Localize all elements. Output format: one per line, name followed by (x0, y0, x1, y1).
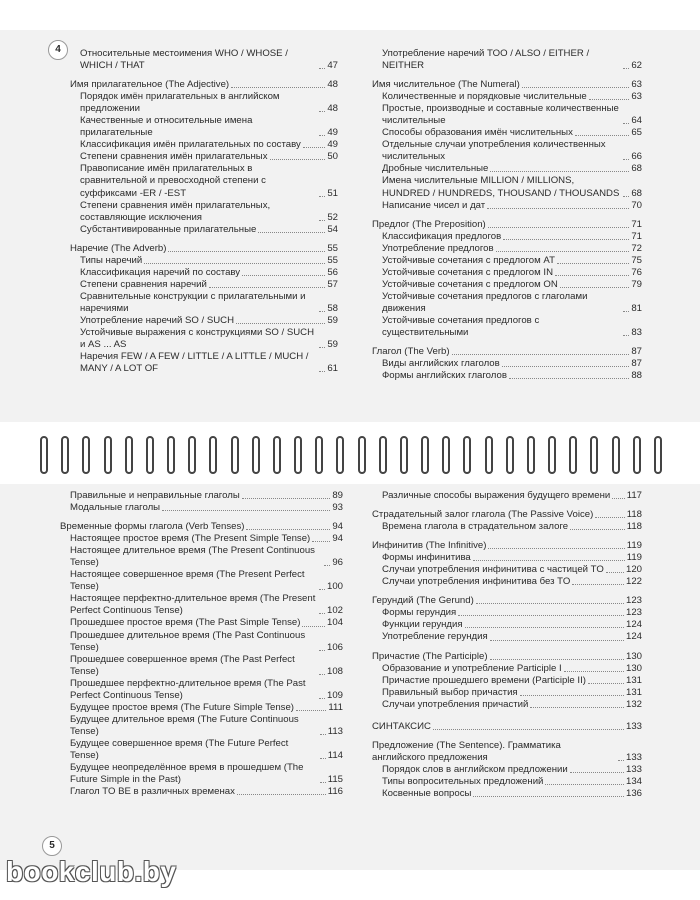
toc-entry[interactable]: Прошедшее перфектно-длительное время (The Past Perfect Continuous Tense) 109 (70, 677, 343, 701)
spiral-loop (633, 436, 641, 474)
toc-entry[interactable]: Формы герундия 123 (382, 607, 642, 619)
toc-column-top-right (372, 48, 642, 382)
spiral-loop (612, 436, 620, 474)
toc-entry[interactable]: Устойчивые сочетания предлогов с глаголами движения 81 (382, 290, 642, 314)
toc-section-heading[interactable]: Герундий (The Gerund) 123 (372, 595, 642, 607)
spiral-loop (463, 436, 471, 474)
toc-entry[interactable]: Случаи употребления инфинитива без TO 122 (382, 576, 642, 588)
spiral-loop (527, 436, 535, 474)
toc-entry[interactable]: Настоящее совершенное время (The Present Perfect Tense) 100 (70, 569, 343, 593)
toc-entry[interactable]: Формы английских глаголов 88 (382, 370, 642, 382)
spiral-loop (82, 436, 90, 474)
toc-entry[interactable]: Виды английских глаголов 87 (382, 358, 642, 370)
toc-section-heading[interactable]: Предложение (The Sentence). Грамматика английского предложения 133 (372, 739, 642, 763)
spiral-loop (485, 436, 493, 474)
toc-entry[interactable]: Степени сравнения имён прилагательных, составляющие исключения 52 (80, 199, 338, 223)
toc-entry[interactable]: Правильные и неправильные глаголы 89 (70, 490, 343, 501)
spiral-loop (315, 436, 323, 474)
spiral-loop (379, 436, 387, 474)
toc-section-heading[interactable]: Страдательный залог глагола (The Passive Voice) 118 (372, 509, 642, 521)
toc-entry[interactable]: Классификация наречий по составу 56 (80, 266, 338, 278)
toc-entry[interactable]: Качественные и относительные имена прилагательные 49 (80, 115, 338, 139)
toc-entry[interactable]: Косвенные вопросы 136 (382, 787, 642, 799)
toc-entry[interactable]: Правописание имён прилагательных в сравнительной и превосходной степени с суффиксами -ER / -EST 51 (80, 163, 338, 199)
spiral-loop (506, 436, 514, 474)
toc-entry[interactable]: Правильный выбор причастия 131 (382, 686, 642, 698)
toc-entry[interactable]: Способы образования имён числительных 65 (382, 127, 642, 139)
toc-entry[interactable]: Настоящее перфектно-длительное время (The Present Perfect Continuous Tense) 102 (70, 593, 343, 617)
toc-part-heading[interactable]: СИНТАКСИС 133 (372, 720, 642, 732)
toc-section-heading[interactable]: Предлог (The Preposition) 71 (372, 218, 642, 230)
toc-entry[interactable]: Устойчивые выражения с конструкциями SO / SUCH и AS ... AS 59 (80, 327, 338, 351)
spiral-loop (61, 436, 69, 474)
toc-entry[interactable]: Субстантивированные прилагательные 54 (80, 223, 338, 235)
toc-section-heading[interactable]: Глагол (The Verb) 87 (372, 346, 642, 358)
toc-entry[interactable]: Употребление наречий TOO / ALSO / EITHER / NEITHER 62 (382, 48, 642, 72)
toc-entry[interactable]: Прошедшее простое время (The Past Simple Tense) 104 (70, 617, 343, 629)
spiral-loop (400, 436, 408, 474)
spiral-loop (167, 436, 175, 474)
toc-entry[interactable]: Дробные числительные 68 (382, 163, 642, 175)
spiral-loop (146, 436, 154, 474)
toc-column-bottom-left (60, 490, 343, 798)
toc-entry[interactable]: Порядок имён прилагательных в английском предложении 48 (80, 91, 338, 115)
toc-entry[interactable]: Настоящее простое время (The Present Simple Tense) 94 (70, 533, 343, 545)
page-number-bottom: 5 (42, 836, 62, 856)
spiral-loop (654, 436, 662, 474)
spiral-binding (40, 436, 662, 480)
toc-entry[interactable]: Будущее совершенное время (The Future Perfect Tense) 114 (70, 737, 343, 761)
toc-entry[interactable]: Сравнительные конструкции с прилагательными и наречиями 58 (80, 290, 338, 314)
toc-entry[interactable]: Написание чисел и дат 70 (382, 199, 642, 211)
spiral-loop (125, 436, 133, 474)
toc-column-top-left (70, 48, 338, 375)
toc-entry[interactable]: Простые, производные и составные количественные числительные 64 (382, 103, 642, 127)
toc-entry[interactable]: Будущее длительное время (The Future Continuous Tense) 113 (70, 713, 343, 737)
spiral-loop (273, 436, 281, 474)
toc-column-bottom-right (372, 490, 642, 800)
toc-entry[interactable]: Функции герундия 124 (382, 619, 642, 631)
spiral-loop (336, 436, 344, 474)
toc-entry[interactable]: Устойчивые сочетания с предлогом ON 79 (382, 278, 642, 290)
toc-entry[interactable]: Употребление герундия 124 (382, 631, 642, 643)
toc-entry[interactable]: Наречия FEW / A FEW / LITTLE / A LITTLE / MUCH / MANY / A LOT OF 61 (80, 351, 338, 375)
spiral-loop (442, 436, 450, 474)
spiral-loop (209, 436, 217, 474)
toc-entry[interactable]: Типы вопросительных предложений 134 (382, 775, 642, 787)
toc-entry[interactable]: Причастие прошедшего времени (Participle II) 131 (382, 674, 642, 686)
spiral-loop (548, 436, 556, 474)
toc-entry[interactable]: Глагол TO BE в различных временах 116 (70, 786, 343, 798)
toc-entry[interactable]: Случаи употребления инфинитива с частицей TO 120 (382, 564, 642, 576)
toc-section-heading[interactable]: Наречие (The Adverb) 55 (70, 242, 338, 254)
toc-entry[interactable]: Будущее неопределённое время в прошедшем (The Future Simple in the Past) 115 (70, 762, 343, 786)
spiral-loop (231, 436, 239, 474)
toc-entry[interactable]: Количественные и порядковые числительные 63 (382, 91, 642, 103)
spiral-loop (188, 436, 196, 474)
toc-entry[interactable]: Времена глагола в страдательном залоге 118 (382, 521, 642, 533)
toc-entry[interactable]: Типы наречий 55 (80, 254, 338, 266)
toc-entry[interactable]: Употребление наречий SO / SUCH 59 (80, 314, 338, 326)
toc-entry[interactable]: Настоящее длительное время (The Present Continuous Tense) 96 (70, 545, 343, 569)
toc-entry[interactable]: Устойчивые сочетания с предлогом AT 75 (382, 254, 642, 266)
toc-entry[interactable]: Относительные местоимения WHO / WHOSE / WHICH / THAT 47 (80, 48, 338, 72)
spiral-loop (358, 436, 366, 474)
spiral-loop (294, 436, 302, 474)
toc-entry[interactable]: Порядок слов в английском предложении 133 (382, 763, 642, 775)
toc-entry[interactable]: Устойчивые сочетания с предлогом IN 76 (382, 266, 642, 278)
spiral-loop (252, 436, 260, 474)
toc-section-heading[interactable]: Инфинитив (The Infinitive) 119 (372, 540, 642, 552)
toc-entry[interactable]: Формы инфинитива 119 (382, 552, 642, 564)
toc-entry[interactable]: Прошедшее совершенное время (The Past Perfect Tense) 108 (70, 653, 343, 677)
toc-section-heading[interactable]: Причастие (The Participle) 130 (372, 650, 642, 662)
toc-entry[interactable]: Случаи употребления причастий 132 (382, 698, 642, 710)
toc-section-heading[interactable]: Имя числительное (The Numeral) 63 (372, 79, 642, 91)
toc-entry[interactable]: Будущее простое время (The Future Simple Tense) 111 (70, 701, 343, 713)
toc-entry[interactable]: Отдельные случаи употребления количественных числительных 66 (382, 139, 642, 163)
toc-section-heading[interactable]: Временные формы глагола (Verb Tenses) 94 (60, 521, 343, 533)
watermark-text: bookclub.by (6, 856, 177, 887)
toc-entry[interactable]: Имена числительные MILLION / MILLIONS, HUNDRED / HUNDREDS, THOUSAND / THOUSANDS 68 (382, 175, 642, 199)
toc-entry[interactable]: Классификация предлогов 71 (382, 230, 642, 242)
spiral-loop (590, 436, 598, 474)
spiral-loop (569, 436, 577, 474)
toc-section-heading[interactable]: Имя прилагательное (The Adjective) 48 (70, 79, 338, 91)
toc-entry[interactable]: Различные способы выражения будущего времени 117 (382, 490, 642, 501)
spiral-loop (104, 436, 112, 474)
toc-entry[interactable]: Употребление предлогов 72 (382, 242, 642, 254)
page-number-top: 4 (48, 40, 68, 60)
toc-entry[interactable]: Классификация имён прилагательных по составу 49 (80, 139, 338, 151)
toc-entry[interactable]: Степени сравнения наречий 57 (80, 278, 338, 290)
toc-entry[interactable]: Модальные глаголы 93 (70, 502, 343, 514)
toc-entry[interactable]: Прошедшее длительное время (The Past Continuous Tense) 106 (70, 629, 343, 653)
toc-entry[interactable]: Образование и употребление Participle I 130 (382, 662, 642, 674)
spiral-loop (421, 436, 429, 474)
spiral-loop (40, 436, 48, 474)
toc-entry[interactable]: Степени сравнения имён прилагательных 50 (80, 151, 338, 163)
toc-entry[interactable]: Устойчивые сочетания предлогов с существительными 83 (382, 314, 642, 339)
